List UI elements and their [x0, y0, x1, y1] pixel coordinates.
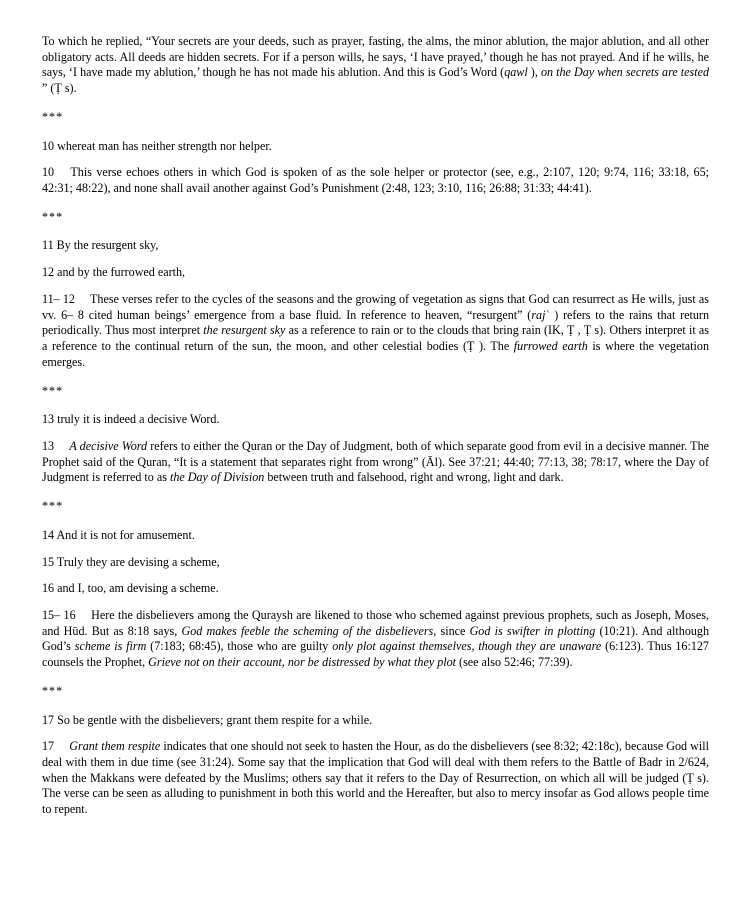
commentary-paragraph: 13 A decisive Word refers to either the Quran or the Day of Judgment, both of which separate good from evil in a decisive manner. The Prophet said of the Quran, “It is a statement that separates right from wrong” (Āl). See 37:21; 44:40; 77:13, 38; 78:17, where the Day of Judgment is referred to as the Day of Division between truth and falsehood, right and wrong, light and dark. — [42, 438, 709, 485]
commentary-paragraph: 15– 16 Here the disbelievers among the Quraysh are likened to those who schemed against previous prophets, such as Joseph, Moses, and Hūd. But as 8:18 says, God makes feeble the scheming of the disbelievers, since God is swifter in plotting (10:21). And although God’s scheme is firm (7:183; 68:45), those who are guilty only plot against themselves, though they are unaware (6:123). Thus 16:127 counsels the Prophet, Grieve not on their account, nor be distressed by what they plot (see also 52:46; 77:39). — [42, 607, 710, 670]
section-separator: *** — [42, 383, 64, 398]
section-separator: *** — [42, 109, 64, 124]
verse-line: 14 And it is not for amusement. — [42, 527, 195, 542]
commentary-paragraph: 17 Grant them respite indicates that one should not seek to hasten the Hour, as do the disbelievers (see 8:32; 42:18c), because God will deal with them in due time (see 31:24). Some say that the implication that God will deal with them refers to the Battle of Badr in 2/624, when the Makkans were defeated by the Muslims; others say that it refers to the Day of Resurrection, on which all will be judged (Ṭ s). The verse can be seen as alluding to punishment in both this world and the Hereafter, but also to mercy insofar as God allows people time to repent. — [42, 739, 709, 817]
verse-line: 10 whereat man has neither strength nor helper. — [42, 138, 272, 153]
commentary-paragraph: 10 This verse echoes others in which God is spoken of as the sole helper or protector (see, e.g., 2:107, 120; 9:74, 116; 33:18, 65; 42:31; 48:22), and none shall avail another against God’s Punishment (2:48, 123; 3:10, 116; 26:88; 31:33; 44:41). — [42, 165, 709, 196]
verse-line: 11 By the resurgent sky, — [42, 238, 159, 253]
verse-line: 13 truly it is indeed a decisive Word. — [42, 412, 220, 427]
verse-line: 12 and by the furrowed earth, — [42, 265, 186, 280]
section-separator: *** — [42, 683, 64, 698]
commentary-paragraph: To which he replied, “Your secrets are your deeds, such as prayer, fasting, the alms, the minor ablution, the major ablution, and all other obligatory acts. All deeds are hidden secrets. For if a person wills, he says, ‘I have prayed,’ though he has not prayed. And if he wills, he says, ‘I have made my ablution,’ though he has not made his ablution. And this is God’s Word (qawl ), on the Day when secrets are tested ” (Ṭ s). — [42, 34, 709, 96]
verse-line: 15 Truly they are devising a scheme, — [42, 554, 220, 569]
verse-line: 16 and I, too, am devising a scheme. — [42, 581, 219, 596]
verse-line: 17 So be gentle with the disbelievers; grant them respite for a while. — [42, 712, 373, 727]
document-body — [42, 34, 709, 818]
section-separator: *** — [42, 499, 64, 514]
section-separator: *** — [42, 209, 64, 224]
commentary-paragraph: 11– 12 These verses refer to the cycles of the seasons and the growing of vegetation as signs that God can resurrect as He wills, just as vv. 6– 8 cited human beings’ emergence from a base fluid. In reference to heaven, “resurgent” (rajʿ ) refers to the rains that return periodically. Thus most interpret the resurgent sky as a reference to rain or to the clouds that bring rain (IK, Ṭ , Ṭ s). Others interpret it as a reference to the continual return of the sun, the moon, and other celestial bodies (Ṭ ). The furrowed earth is where the vegetation emerges. — [42, 291, 709, 369]
